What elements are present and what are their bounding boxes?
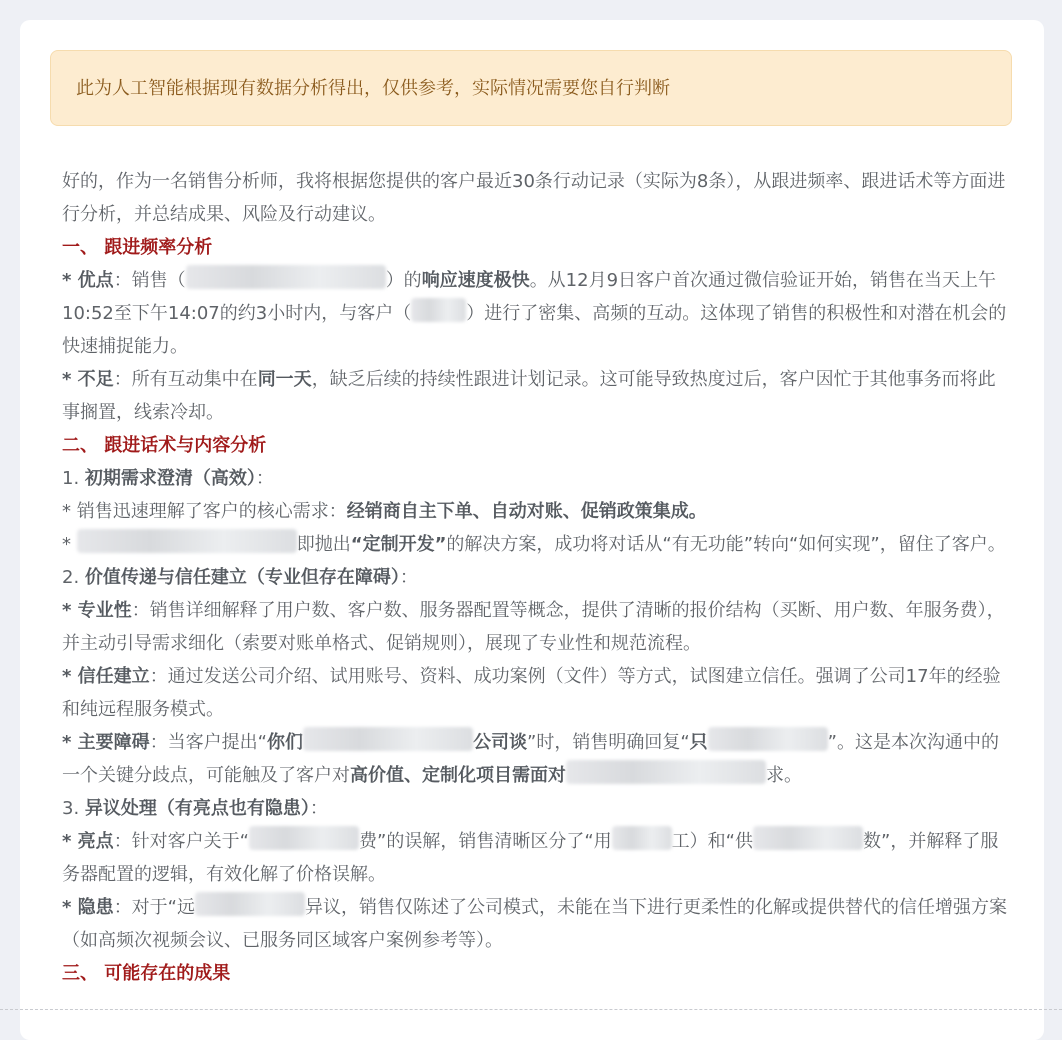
risk-label: * 隐患	[62, 897, 114, 918]
highlight-label: * 亮点	[62, 831, 114, 852]
point-1-title	[62, 462, 1007, 495]
redacted-text	[195, 892, 305, 916]
redacted-text	[77, 529, 297, 553]
text-span: ）进行了密集、高频的互动。这体现了销售的积极性和对潜在机会的快速捕捉能力。	[62, 303, 1007, 357]
text-span: ：	[399, 567, 418, 588]
text-span: 费”的误解，销售清晰区分了“用	[359, 831, 612, 852]
section-heading-results: 三、 可能存在的成果	[62, 963, 231, 984]
point-1a	[62, 495, 1007, 528]
emphasis-text: 只	[689, 732, 708, 753]
point-title-text: 价值传递与信任建立（专业但存在障碍）	[84, 567, 400, 588]
emphasis-text: 同一天	[257, 369, 312, 390]
point-2c	[62, 726, 1007, 792]
section-heading-script: 二、 跟进话术与内容分析	[62, 435, 267, 456]
advantage-label: * 优点	[62, 270, 114, 291]
divider	[0, 1009, 1062, 1010]
shortcoming-paragraph	[62, 363, 1007, 429]
text-span: 工）和“供	[671, 831, 753, 852]
analysis-content	[62, 165, 1007, 990]
redacted-text	[249, 826, 359, 850]
point-3a	[62, 825, 1007, 891]
point-title-text: 异议处理（有亮点也有隐患）	[84, 798, 310, 819]
text-span: ）的	[385, 270, 422, 291]
text-span: 异议，销售仅陈述了公司模式，未能在当下进行更柔性的化解或提供替代的信任增强方案（如高频次视频会议、已服务同区域客户案例参考等）。	[62, 897, 1008, 951]
text-span: ：	[309, 798, 328, 819]
text-span: 求。	[766, 765, 802, 786]
text-span: * 销售迅速理解了客户的核心需求：	[62, 501, 347, 522]
point-1b	[62, 528, 1007, 561]
point-3b	[62, 891, 1007, 957]
list-number: 3.	[62, 798, 85, 819]
text-span: ”时，销售明确回复“	[527, 732, 690, 753]
point-title-text: 初期需求澄清（高效）	[84, 468, 256, 489]
advantage-paragraph	[62, 264, 1007, 363]
section-heading-frequency: 一、 跟进频率分析	[62, 237, 213, 258]
text-span: 即抛出	[296, 534, 351, 555]
text-span: ”。这是本次沟通中的一个关键分歧点，可能触及了客户对	[62, 732, 999, 786]
ai-disclaimer-text: 此为人工智能根据现有数据分析得出，仅供参考，实际情况需要您自行判断	[76, 78, 670, 99]
intro-paragraph: 好的，作为一名销售分析师，我将根据您提供的客户最近30条行动记录（实际为8条），从跟进频率、跟进话术等方面进行分析，并总结成果、风险及行动建议。	[62, 171, 1006, 225]
text-span: ：销售详细解释了用户数、客户数、服务器配置等概念，提供了清晰的报价结构（买断、用户数、年服务费），并主动引导需求细化（索要对账单格式、促销规则），展现了专业性和规范流程。	[62, 600, 1005, 654]
emphasis-text: 你们	[267, 732, 304, 753]
emphasis-text: “定制开发”	[350, 534, 447, 555]
text-span: 。从12月9日客户首次通过微信验证开始，销售在当天上午10:52至下午14:07的约3小时内，与客户（	[62, 270, 997, 324]
text-span: 数”，并解释了服务器配置的逻辑，有效化解了价格误解。	[62, 831, 999, 885]
text-span: *	[62, 534, 77, 555]
point-2b	[62, 660, 1007, 726]
emphasis-text: 公司谈	[473, 732, 528, 753]
text-span: ：针对客户关于“	[113, 831, 250, 852]
list-number: 1.	[62, 468, 85, 489]
text-span: ，缺乏后续的持续性跟进计划记录。这可能导致热度过后，客户因忙于其他事务而将此事搁置，线索冷却。	[62, 369, 996, 423]
point-2a	[62, 594, 1007, 660]
redacted-text	[411, 298, 466, 322]
point-2-title	[62, 561, 1007, 594]
text-span: ：	[255, 468, 274, 489]
ai-disclaimer-banner	[50, 50, 1012, 126]
redacted-text	[303, 727, 473, 751]
emphasis-text: 高价值、定制化项目需面对	[350, 765, 566, 786]
emphasis-text: 响应速度极快	[421, 270, 530, 291]
shortcoming-label: * 不足	[62, 369, 114, 390]
text-span: ：对于“远	[113, 897, 196, 918]
text-span: 的解决方案，成功将对话从“有无功能”转向“如何实现”，留住了客户。	[446, 534, 1006, 555]
redacted-text	[566, 760, 766, 784]
redacted-text	[186, 265, 386, 289]
point-3-title	[62, 792, 1007, 825]
text-span: ：所有互动集中在	[113, 369, 258, 390]
trust-label: * 信任建立	[62, 666, 150, 687]
emphasis-text: 经销商自主下单、自动对账、促销政策集成。	[346, 501, 707, 522]
obstacle-label: * 主要障碍	[62, 732, 150, 753]
redacted-text	[708, 727, 828, 751]
redacted-text	[612, 826, 672, 850]
text-span: ：通过发送公司介绍、试用账号、资料、成功案例（文件）等方式，试图建立信任。强调了公司17年的经验和纯远程服务模式。	[62, 666, 1001, 720]
analysis-card	[20, 20, 1044, 1040]
text-span: ：当客户提出“	[149, 732, 268, 753]
professional-label: * 专业性	[62, 600, 132, 621]
redacted-text	[753, 826, 863, 850]
list-number: 2.	[62, 567, 85, 588]
text-span: ：销售（	[113, 270, 186, 291]
